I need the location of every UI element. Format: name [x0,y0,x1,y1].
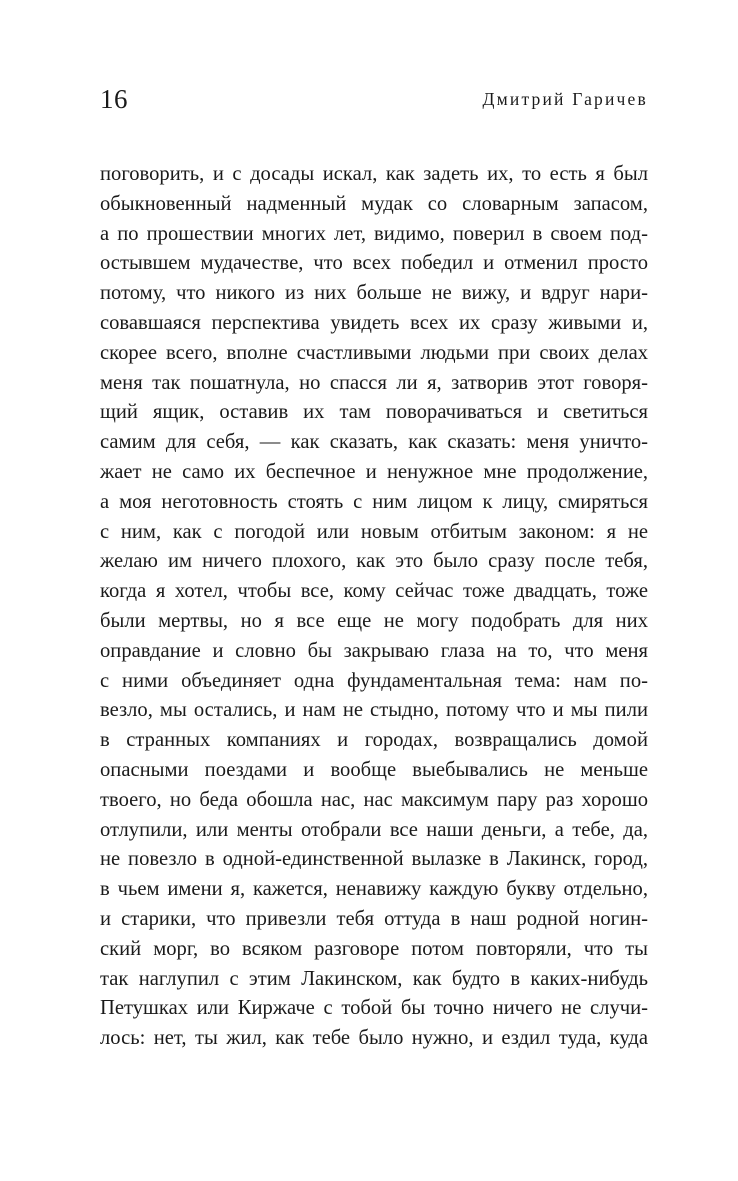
text-line: совавшаяся перспектива увидеть всех их сразу живыми и, [100,311,648,334]
text-line: потому, что никого из них больше не вижу, и вдруг нари- [100,282,648,305]
text-line: ский морг, во всяком разговоре потом повторяли, что ты [100,937,648,960]
text-line: в чьем имени я, кажется, ненавижу каждую букву отдельно, [100,878,648,901]
text-line: когда я хотел, чтобы все, кому сейчас тоже двадцать, тоже [100,580,648,603]
text-line: отлупили, или менты отобрали все наши деньги, а тебе, да, [100,818,648,841]
text-line: опасными поездами и вообще выебывались не меньше [100,758,648,781]
page-number: 16 [100,84,128,114]
text-line: желаю им ничего плохого, как это было сразу после тебя, [100,550,648,573]
text-line: самим для себя, — как сказать, как сказать: меня уничто- [100,431,648,454]
text-line: меня так пошатнула, но спасся ли я, затворив этот говоря- [100,371,648,394]
text-line: остывшем мудачестве, что всех победил и отменил просто [100,252,648,275]
text-line: жает не само их беспечное и ненужное мне продолжение, [100,460,648,483]
text-line: в странных компаниях и городах, возвращались домой [100,729,648,752]
body-text [100,160,648,1054]
text-line: обыкновенный надменный мудак со словарным запасом, [100,192,648,215]
text-line: с ними объединяет одна фундаментальная тема: нам по- [100,669,648,692]
text-line: не повезло в одной-единственной вылазке в Лакинск, город, [100,848,648,871]
text-line: лось: нет, ты жил, как тебе было нужно, и ездил туда, куда [100,1027,648,1050]
text-line: и старики, что привезли тебя оттуда в наш родной ногин- [100,907,648,930]
text-line: оправдание и словно бы закрываю глаза на то, что меня [100,639,648,662]
text-line: поговорить, и с досады искал, как задеть их, то есть я был [100,163,648,185]
text-line: так наглупил с этим Лакинском, как будто в каких-нибудь [100,967,648,990]
text-line: везло, мы остались, и нам не стыдно, потому что и мы пили [100,699,648,722]
text-line: а моя неготовность стоять с ним лицом к лицу, смиряться [100,490,648,513]
text-line: а по прошествии многих лет, видимо, поверил в своем под- [100,222,648,245]
text-line: были мертвы, но я все еще не могу подобрать для них [100,609,648,632]
text-line: Петушках или Киржаче с тобой бы точно ничего не случи- [100,997,648,1020]
text-line: щий ящик, оставив их там поворачиваться и светиться [100,401,648,424]
text-line: скорее всего, вполне счастливыми людьми при своих делах [100,341,648,364]
text-line: с ним, как с погодой или новым отбитым законом: я не [100,520,648,543]
text-line: твоего, но беда обошла нас, нас максимум пару раз хорошо [100,788,648,811]
running-head-author: Дмитрий Гаричев [482,89,648,109]
